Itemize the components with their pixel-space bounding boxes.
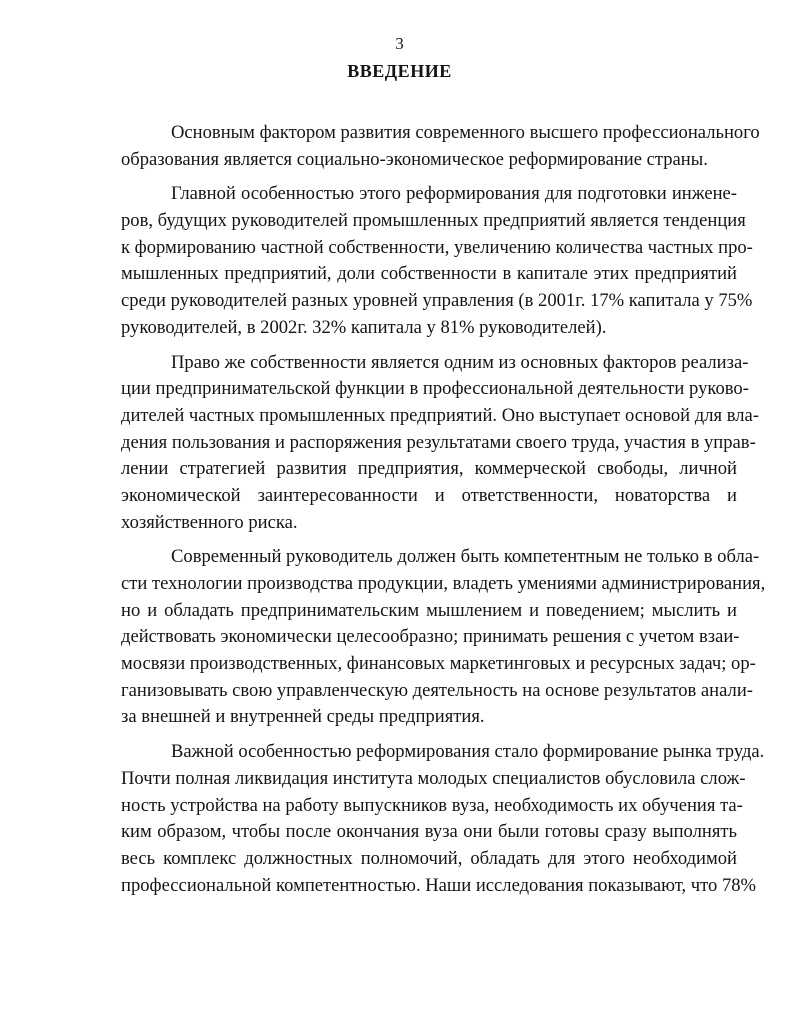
- paragraph-line: ров, будущих руководителей промышленных предприятий является тенденция: [121, 210, 746, 232]
- paragraph-line: мосвязи производственных, финансовых маркетинговых и ресурсных задач; ор-: [121, 653, 756, 675]
- document-body: [121, 120, 766, 899]
- paragraph-line: лении стратегией развития предприятия, коммерческой свободы, личной: [121, 458, 737, 480]
- paragraph-line: сти технологии производства продукции, владеть умениями администрирования,: [121, 573, 766, 594]
- paragraph-line: Главной особенностью этого реформирования для подготовки инжене-: [171, 183, 737, 205]
- paragraph-line: мышленных предприятий, доли собственности в капитале этих предприятий: [121, 263, 737, 285]
- paragraph-line: но и обладать предпринимательским мышлением и поведением; мыслить и: [121, 599, 737, 621]
- paragraph-line: экономической заинтересованности и ответственности, новаторства и: [121, 484, 737, 506]
- paragraph-line: профессиональной компетентностью. Наши исследования показывают, что 78%: [121, 874, 757, 896]
- paragraph-1: [121, 120, 760, 173]
- paragraph-line: Важной особенностью реформирования стало формирование рынка труда.: [171, 741, 765, 763]
- paragraph-line: ции предпринимательской функции в профессиональной деятельности руково-: [121, 378, 749, 400]
- paragraph-line: ганизовывать свою управленческую деятельность на основе результатов анали-: [121, 679, 753, 701]
- paragraph-line: действовать экономически целесообразно; принимать решения с учетом взаи-: [121, 626, 740, 648]
- paragraph-line: за внешней и внутренней среды предприятия.: [121, 706, 485, 728]
- paragraph-line: ность устройства на работу выпускников вуза, необходимость их обучения та-: [121, 794, 743, 816]
- paragraph-5: [121, 739, 765, 899]
- paragraph-line: дения пользования и распоряжения результатами своего труда, участия в управ-: [121, 431, 756, 453]
- paragraph-3: [121, 350, 759, 537]
- paragraph-line: ким образом, чтобы после окончания вуза они были готовы сразу выполнять: [121, 821, 737, 843]
- paragraph-line: Право же собственности является одним из основных факторов реализа-: [171, 351, 749, 373]
- paragraph-line: среди руководителей разных уровней управления (в 2001г. 17% капитала у 75%: [121, 290, 753, 312]
- paragraph-line: руководителей, в 2002г. 32% капитала у 81% руководителей).: [121, 316, 607, 338]
- page-title: ВВЕДЕНИЕ: [347, 61, 452, 81]
- paragraph-2: [121, 181, 753, 341]
- paragraph-line: образования является социально-экономическое реформирование страны.: [121, 148, 708, 170]
- paragraph-4: [121, 544, 766, 731]
- paragraph-line: к формированию частной собственности, увеличению количества частных про-: [121, 236, 753, 258]
- paragraph-line: хозяйственного риска.: [121, 511, 298, 533]
- paragraph-line: весь комплекс должностных полномочий, обладать для этого необходимой: [121, 847, 737, 869]
- paragraph-line: Современный руководитель должен быть компетентным не только в обла-: [171, 546, 760, 568]
- paragraph-line: Почти полная ликвидация института молодых специалистов обусловила слож-: [121, 767, 746, 789]
- paragraph-line: дителей частных промышленных предприятий. Оно выступает основой для вла-: [121, 404, 759, 426]
- paragraph-line: Основным фактором развития современного высшего профессионального: [171, 122, 760, 143]
- page-number: 3: [395, 34, 404, 53]
